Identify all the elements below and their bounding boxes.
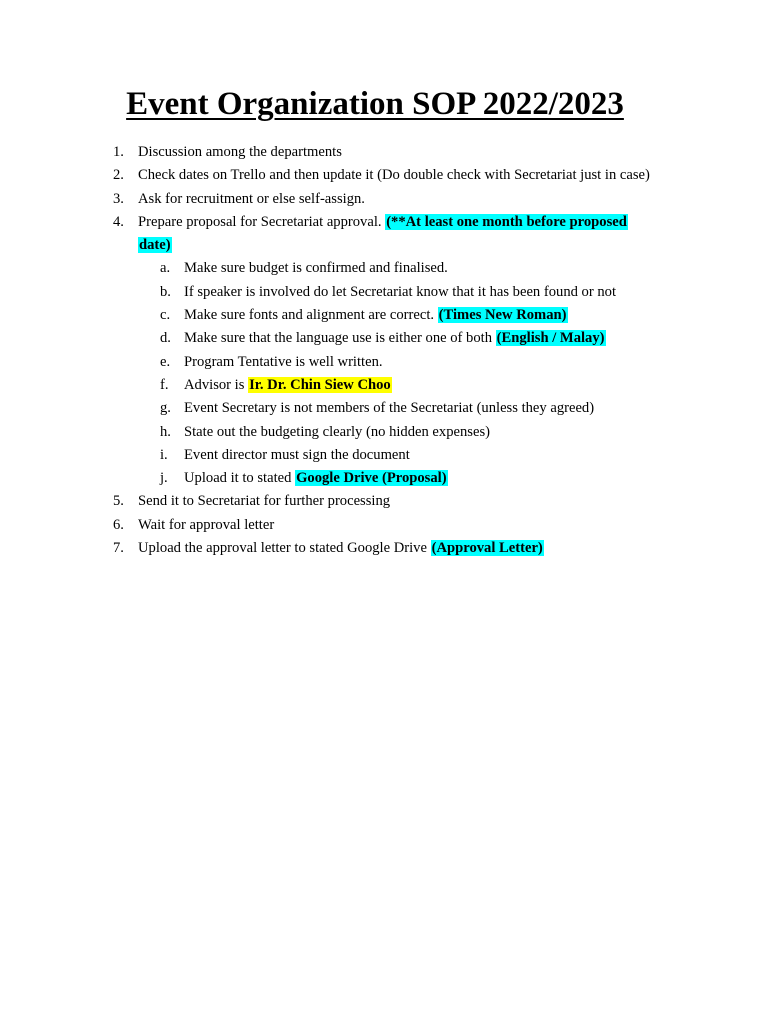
item-text-wrapper [184,467,448,490]
item-text: Make sure that the language use is either one of both [184,330,496,347]
sub-list-item [0,351,768,374]
item-text: Program Tentative is well written. [184,353,383,370]
item-letter: d. [160,330,171,347]
item-text-wrapper [138,234,172,257]
item-text: Upload it to stated [184,470,296,487]
cyan-highlight: (Approval Letter) [431,540,543,557]
cyan-highlight: (English / Malay) [496,330,605,347]
sub-list-item [0,467,768,490]
list-item [0,211,768,234]
item-text: Event director must sign the document [184,446,410,463]
item-text: Upload the approval letter to stated Google Drive [138,540,431,557]
item-text: Wait for approval letter [138,516,275,533]
item-text: Check dates on Trello and then update it (Do double check with Secretariat just in case) [138,167,650,184]
item-letter: i. [160,446,168,463]
item-number: 6. [113,516,124,533]
item-number: 3. [113,190,124,207]
item-letter: a. [160,260,171,277]
list-item [0,188,768,211]
sub-list-item [0,257,768,280]
list-item [0,141,768,164]
list-item [0,537,768,560]
item-text: Prepare proposal for Secretariat approval. [138,213,386,230]
item-text-wrapper [184,327,606,350]
yellow-highlight: Ir. Dr. Chin Siew Choo [249,376,391,393]
item-text: If speaker is involved do let Secretariat know that it has been found or not [184,283,617,300]
item-text: Ask for recruitment or else self-assign. [138,190,365,207]
sub-list-item [0,281,768,304]
item-text: Make sure fonts and alignment are correct. [184,307,438,324]
sub-list-item [0,304,768,327]
sub-list-item [0,374,768,397]
document-title: Event Organization SOP 2022/2023 [126,86,624,122]
item-text: Advisor is [184,376,249,393]
item-text: Make sure budget is confirmed and finalised. [184,260,448,277]
list-item [0,164,768,187]
list-item [0,490,768,513]
item-letter: g. [160,400,171,417]
cyan-highlight: date) [139,237,171,254]
item-number: 7. [113,540,124,557]
item-number: 1. [113,144,124,160]
item-text-wrapper [184,304,568,327]
item-letter: h. [160,423,171,440]
item-text-wrapper [138,537,544,560]
sub-list-item [0,444,768,467]
sub-list-item [0,327,768,350]
item-text: Discussion among the departments [138,144,342,160]
item-text: State out the budgeting clearly (no hidden expenses) [184,423,490,440]
item-text-wrapper [184,374,392,397]
item-text: Send it to Secretariat for further processing [138,493,391,510]
sop-list [0,141,768,560]
item-letter: e. [160,353,171,370]
item-text: Event Secretary is not members of the Secretariat (unless they agreed) [184,400,595,417]
cyan-highlight: Google Drive (Proposal) [296,470,447,487]
list-item [0,514,768,537]
item-letter: f. [160,376,169,393]
item-number: 2. [113,167,124,184]
item-letter: j. [160,470,168,487]
cyan-highlight: (Times New Roman) [438,307,567,324]
item-letter: b. [160,283,171,300]
item-number: 4. [113,213,124,230]
sub-list-item [0,397,768,420]
item-text-wrapper [138,211,628,234]
item-letter: c. [160,307,171,324]
item-number: 5. [113,493,124,510]
cyan-highlight: (**At least one month before proposed [386,213,627,230]
sub-list-item [0,421,768,444]
list-item-continuation [0,234,768,257]
